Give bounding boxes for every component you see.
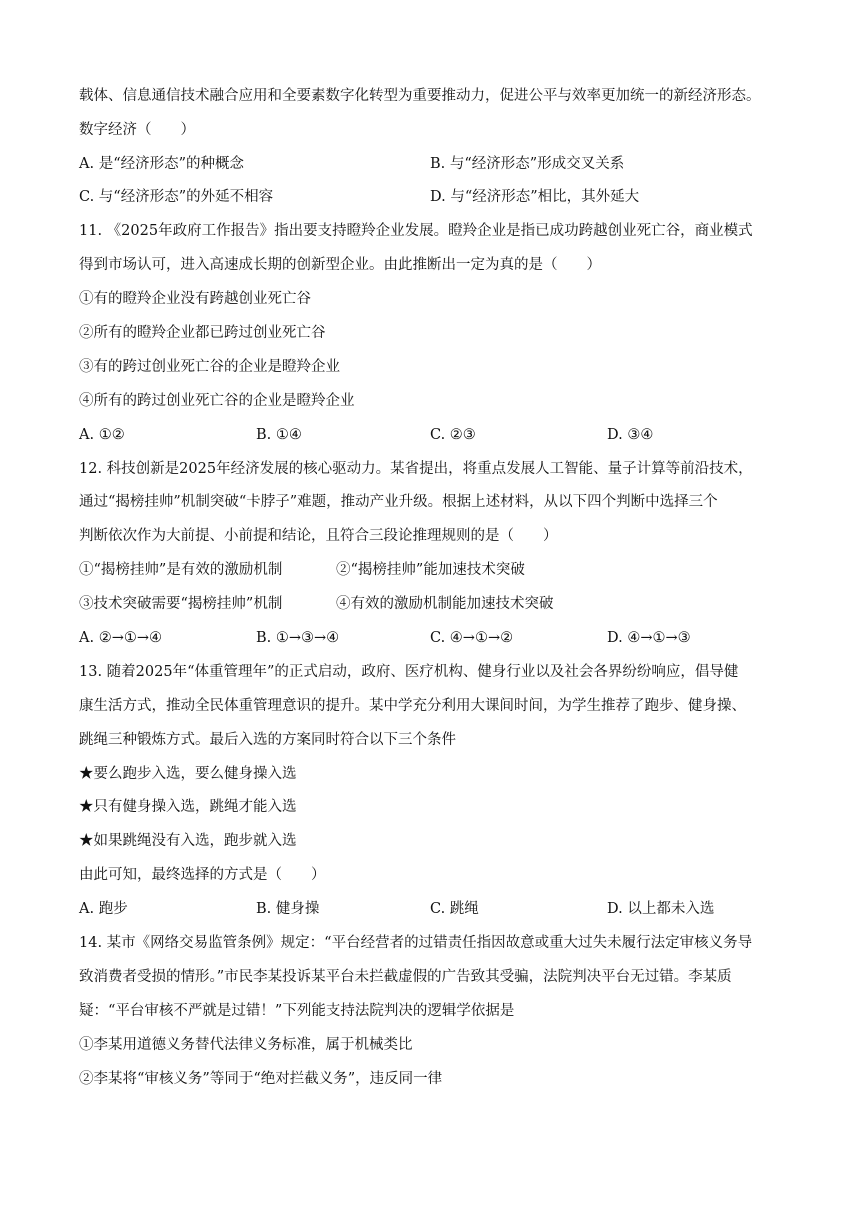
q13-option-b: B. 健身操 xyxy=(256,901,320,917)
q12-option-d: D. ④→①→③ xyxy=(607,630,691,646)
q13-condition-3: ★如果跳绳没有入选，跑步就入选 xyxy=(79,833,297,849)
q12-text-line-2: 通过“揭榜挂帅”机制突破“卡脖子”难题，推动产业升级。根据上述材料，从以下四个判断中选择三个 xyxy=(79,494,718,510)
q13-option-a: A. 跑步 xyxy=(79,901,128,917)
q12-statement-1: ①“揭榜挂帅”是有效的激励机制 xyxy=(79,562,283,578)
q12-statement-4: ④有效的激励机制能加速技术突破 xyxy=(336,596,554,612)
q10-option-a: A. 是“经济形态”的种概念 xyxy=(79,156,245,172)
q13-condition-2: ★只有健身操入选，跳绳才能入选 xyxy=(79,799,297,815)
q11-statement-2: ②所有的瞪羚企业都已跨过创业死亡谷 xyxy=(79,325,326,341)
q12-text-line-3: 判断依次作为大前提、小前提和结论，且符合三段论推理规则的是（ ） xyxy=(79,528,558,544)
q14-text-line-3: 疑：“平台审核不严就是过错！”下列能支持法院判决的逻辑学依据是 xyxy=(79,1003,515,1019)
q10-text-line-1: 载体、信息通信技术融合应用和全要素数字化转型为重要推动力，促进公平与效率更加统一的新经济形态。 xyxy=(79,88,761,104)
q11-option-c: C. ②③ xyxy=(430,427,476,443)
q12-statement-2: ②“揭榜挂帅”能加速技术突破 xyxy=(336,562,525,578)
q13-question: 由此可知，最终选择的方式是（ ） xyxy=(79,867,326,883)
q11-option-b: B. ①④ xyxy=(256,427,302,443)
q11-text-line-2: 得到市场认可，进入高速成长期的创新型企业。由此推断出一定为真的是（ ） xyxy=(79,257,601,273)
q14-text-line-1: 14. 某市《网络交易监管条例》规定：“平台经营者的过错责任指因故意或重大过失未履行法定审核义务导 xyxy=(79,935,753,951)
q12-statement-3: ③技术突破需要“揭榜挂帅”机制 xyxy=(79,596,283,612)
q10-text-line-2: 数字经济（ ） xyxy=(79,122,195,138)
q10-option-c: C. 与“经济形态”的外延不相容 xyxy=(79,189,274,205)
q12-option-c: C. ④→①→② xyxy=(430,630,514,646)
q11-statement-1: ①有的瞪羚企业没有跨越创业死亡谷 xyxy=(79,291,311,307)
q12-option-a: A. ②→①→④ xyxy=(79,630,162,646)
q13-option-d: D. 以上都未入选 xyxy=(607,901,715,917)
q14-text-line-2: 致消费者受损的情形。”市民李某投诉某平台未拦截虚假的广告致其受骗，法院判决平台无过错。李某质 xyxy=(79,969,732,985)
q14-statement-2: ②李某将“审核义务”等同于“绝对拦截义务”，违反同一律 xyxy=(79,1071,443,1087)
q11-statement-4: ④所有的跨过创业死亡谷的企业是瞪羚企业 xyxy=(79,393,355,409)
q10-option-b: B. 与“经济形态”形成交叉关系 xyxy=(430,156,625,172)
q13-option-c: C. 跳绳 xyxy=(430,901,479,917)
q11-option-a: A. ①② xyxy=(79,427,125,443)
q11-option-d: D. ③④ xyxy=(607,427,654,443)
q12-text-line-1: 12. 科技创新是2025年经济发展的核心驱动力。某省提出，将重点发展人工智能、量子计算等前沿技术， xyxy=(79,461,753,477)
q13-text-line-3: 跳绳三种锻炼方式。最后入选的方案同时符合以下三个条件 xyxy=(79,732,456,748)
q13-text-line-2: 康生活方式，推动全民体重管理意识的提升。某中学充分利用大课间时间，为学生推荐了跑步、健身操、 xyxy=(79,698,746,714)
q13-condition-1: ★要么跑步入选，要么健身操入选 xyxy=(79,766,297,782)
q11-statement-3: ③有的跨过创业死亡谷的企业是瞪羚企业 xyxy=(79,359,340,375)
q10-option-d: D. 与“经济形态”相比，其外延大 xyxy=(430,189,640,205)
q12-option-b: B. ①→③→④ xyxy=(256,630,340,646)
q11-text-line-1: 11. 《2025年政府工作报告》指出要支持瞪羚企业发展。瞪羚企业是指已成功跨越创业死亡谷，商业模式 xyxy=(79,223,753,239)
q14-statement-1: ①李某用道德义务替代法律义务标准，属于机械类比 xyxy=(79,1037,413,1053)
q13-text-line-1: 13. 随着2025年“体重管理年”的正式启动，政府、医疗机构、健身行业以及社会各界纷纷响应，倡导健 xyxy=(79,664,739,680)
